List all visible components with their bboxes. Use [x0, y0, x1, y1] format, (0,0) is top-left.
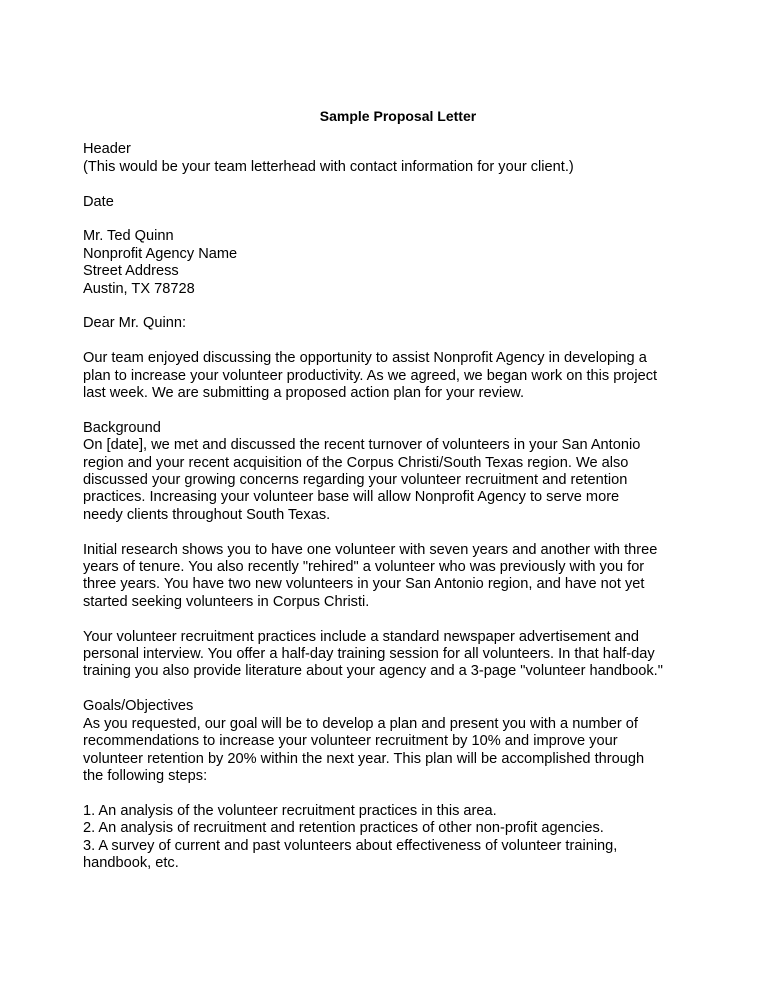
goals-section [83, 698, 693, 785]
header-note: (This would be your team letterhead with contact information for your client.) [83, 158, 574, 175]
paragraph-line: personal interview. You offer a half-day training session for all volunteers. In that half-day [83, 646, 655, 663]
intro-paragraph [83, 350, 693, 402]
paragraph-line: the following steps: [83, 767, 208, 784]
paragraph-line: recommendations to increase your volunteer recruitment by 10% and improve your [83, 733, 618, 750]
paragraph-line: needy clients throughout South Texas. [83, 506, 331, 523]
paragraph-line: plan to increase your volunteer productivity. As we agreed, we began work on this project [83, 367, 658, 384]
letter-body [83, 108, 693, 890]
paragraph-line: As you requested, our goal will be to develop a plan and present you with a number of [83, 715, 638, 732]
list-item: 3. A survey of current and past volunteers about effectiveness of volunteer training, [83, 837, 618, 854]
steps-list [83, 803, 693, 873]
paragraph-line: years of tenure. You also recently "rehired" a volunteer who was previously with you for [83, 559, 645, 576]
date-label: Date [83, 193, 114, 210]
paragraph-line: training you also provide literature about your agency and a 3-page "volunteer handbook." [83, 663, 663, 680]
section-heading-goals: Goals/Objectives [83, 698, 194, 715]
paragraph-line: Initial research shows you to have one volunteer with seven years and another with three [83, 541, 658, 558]
recipient-organization: Nonprofit Agency Name [83, 245, 238, 262]
list-item: 2. An analysis of recruitment and retention practices of other non-profit agencies. [83, 820, 604, 837]
list-item: 1. An analysis of the volunteer recruitment practices in this area. [83, 802, 497, 819]
salutation-block [83, 315, 693, 332]
paragraph-line: volunteer retention by 20% within the next year. This plan will be accomplished through [83, 750, 645, 767]
practices-paragraph [83, 629, 693, 681]
recipient-city-state-zip: Austin, TX 78728 [83, 280, 195, 297]
paragraph-line: last week. We are submitting a proposed action plan for your review. [83, 385, 525, 402]
paragraph-line: Your volunteer recruitment practices include a standard newspaper advertisement and [83, 628, 639, 645]
background-section [83, 420, 693, 524]
paragraph-line: practices. Increasing your volunteer base will allow Nonprofit Agency to serve more [83, 489, 620, 506]
recipient-address [83, 228, 693, 298]
date-block [83, 194, 693, 211]
research-paragraph [83, 542, 693, 612]
document-title: Sample Proposal Letter [319, 108, 477, 124]
section-heading-background: Background [83, 419, 161, 436]
recipient-street: Street Address [83, 263, 179, 280]
recipient-name: Mr. Ted Quinn [83, 228, 174, 245]
list-item: handbook, etc. [83, 854, 179, 871]
paragraph-line: On [date], we met and discussed the recent turnover of volunteers in your San Antonio [83, 437, 641, 454]
paragraph-line: Our team enjoyed discussing the opportunity to assist Nonprofit Agency in developing a [83, 350, 647, 367]
paragraph-line: started seeking volunteers in Corpus Christi. [83, 593, 370, 610]
header-label: Header [83, 141, 131, 158]
paragraph-line: discussed your growing concerns regarding your volunteer recruitment and retention [83, 472, 628, 489]
paragraph-line: region and your recent acquisition of the Corpus Christi/South Texas region. We also [83, 454, 629, 471]
paragraph-line: three years. You have two new volunteers in your San Antonio region, and have not yet [83, 576, 645, 593]
salutation: Dear Mr. Quinn: [83, 315, 187, 332]
header-block [83, 141, 693, 176]
